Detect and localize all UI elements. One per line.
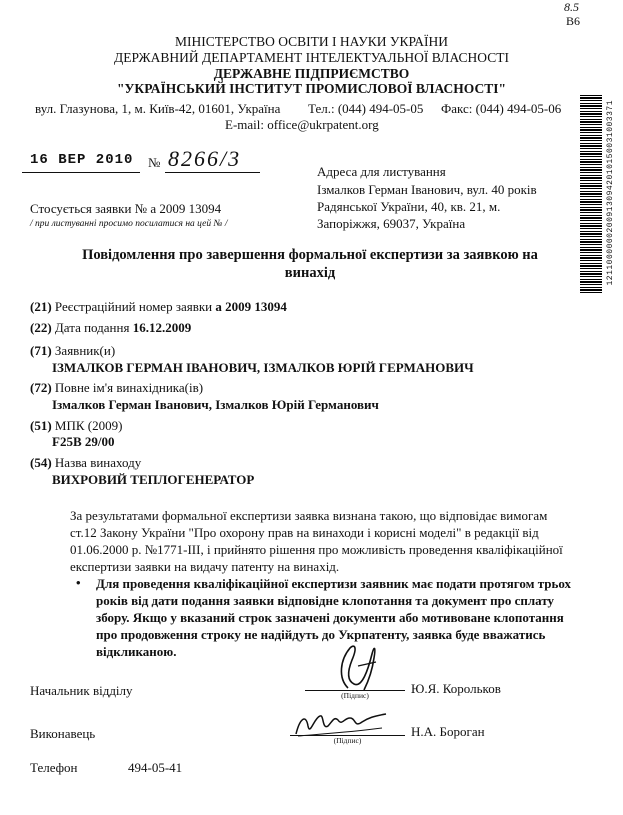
- notice-title-line-1: Повідомлення про завершення формальної експертизи за заявкою на: [82, 247, 538, 263]
- corner-code: B6: [566, 14, 581, 28]
- field-71-label: Заявник(и): [54, 343, 116, 358]
- ministry-line: МІНІСТЕРСТВО ОСВІТИ І НАУКИ УКРАЇНИ: [174, 34, 449, 49]
- field-72-label: Повне ім'я винахідника(ів): [54, 380, 204, 395]
- field-22-code: (22): [30, 320, 52, 335]
- date-stamp: 16 ВЕР 2010: [30, 152, 134, 168]
- telephone: Тел.: (044) 494-05-05: [308, 101, 424, 116]
- head-sign-caption: (Підпис): [341, 691, 369, 700]
- field-22-value: 16.12.2009: [132, 320, 192, 335]
- application-reference: Стосується заявки № а 2009 13094: [30, 201, 222, 216]
- bullet-line-4: про продовження строку не надійдуть до Укрпатенту, заявка буде вважатись: [96, 627, 546, 642]
- head-name: Ю.Я. Корольков: [411, 681, 501, 696]
- field-72-value: Ізмалков Герман Іванович, Ізмалков Юрій Германович: [52, 397, 379, 412]
- bullet-line-2: років від дати подання заявки відповідне клопотання та документ про сплату: [96, 593, 555, 608]
- department-line: ДЕРЖАВНИЙ ДЕПАРТАМЕНТ ІНТЕЛЕКТУАЛЬНОЇ ВЛАСНОСТІ: [114, 50, 509, 65]
- institute-line: "УКРАЇНСЬКИЙ ІНСТИТУТ ПРОМИСЛОВОЇ ВЛАСНОСТІ": [117, 81, 506, 96]
- head-signature: [328, 640, 388, 692]
- number-label: №: [148, 155, 161, 170]
- body-line-2: ст.12 Закону України "Про охорону прав на винаходи і корисні моделі" в редакції від: [70, 525, 539, 540]
- field-51-value: F25B 29/00: [52, 434, 115, 449]
- executor-sign-caption: (Підпис): [333, 736, 362, 745]
- body-line-1: За результатами формальної експертизи заявка визнана такою, що відповідає вимогам: [70, 508, 548, 523]
- barcode: [580, 95, 602, 295]
- field-71: [30, 343, 115, 358]
- enterprise-line: ДЕРЖАВНЕ ПІДПРИЄМСТВО: [213, 66, 410, 81]
- mailing-line-2: Радянської України, 40, кв. 21, м.: [317, 199, 501, 214]
- field-54-code: (54): [30, 455, 52, 470]
- field-54-label: Назва винаходу: [54, 455, 142, 470]
- phone-label: Телефон: [30, 760, 78, 775]
- corner-handwritten-mark: 8.5: [564, 0, 579, 14]
- executor-name: Н.А. Бороган: [411, 724, 485, 739]
- field-21: [30, 299, 287, 314]
- body-line-3: 01.06.2000 р. №1771-ІІІ, і прийнято рішення про можливість проведення кваліфікаційної: [70, 542, 563, 557]
- date-underline: [22, 172, 140, 173]
- executor-label: Виконавець: [30, 726, 96, 741]
- bullet-line-1: Для проведення кваліфікаційної експертизи заявник має подати протягом трьох: [96, 576, 572, 591]
- field-21-code: (21): [30, 299, 52, 314]
- postal-address: вул. Глазунова, 1, м. Київ-42, 01601, Україна: [35, 101, 281, 116]
- notice-title-line-2: винахід: [284, 265, 336, 281]
- field-54-value: ВИХРОВИЙ ТЕПЛОГЕНЕРАТОР: [52, 472, 255, 487]
- email: E-mail: office@ukrpatent.org: [225, 117, 379, 132]
- field-72-code: (72): [30, 380, 52, 395]
- field-22: [30, 320, 191, 335]
- reference-note: / при листуванні просимо посилатися на цей № /: [30, 219, 228, 229]
- field-71-value: ІЗМАЛКОВ ГЕРМАН ІВАНОВИЧ, ІЗМАЛКОВ ЮРІЙ ГЕРМАНОВИЧ: [52, 360, 474, 375]
- handwritten-number: 8266/3: [168, 146, 242, 171]
- phone-value: 494-05-41: [128, 760, 183, 775]
- bullet-icon: •: [76, 575, 81, 590]
- field-51-label: МПК (2009): [54, 418, 123, 433]
- bullet-line-3: збору. Якщо у вказаний строк зазначені документи або мотивоване клопотання: [96, 610, 564, 625]
- mailing-line-1: Ізмалков Герман Іванович, вул. 40 років: [317, 182, 537, 197]
- head-label: Начальник відділу: [30, 683, 133, 698]
- fax: Факс: (044) 494-05-06: [441, 101, 562, 116]
- field-22-label: Дата подання: [54, 320, 130, 335]
- barcode-number: 12110000002009130942010150031003371: [606, 100, 615, 286]
- field-72: [30, 380, 203, 395]
- field-54: [30, 455, 141, 470]
- field-51: [30, 418, 122, 433]
- body-line-4: експертизи заявки на видачу патенту на винахід.: [70, 559, 340, 574]
- bullet-line-5: відкликаною.: [96, 644, 177, 659]
- mailing-title: Адреса для листування: [317, 164, 446, 179]
- field-51-code: (51): [30, 418, 52, 433]
- field-71-code: (71): [30, 343, 52, 358]
- mailing-line-3: Запоріжжя, 69037, Україна: [317, 216, 466, 231]
- field-21-value: а 2009 13094: [215, 299, 287, 314]
- number-underline: [165, 172, 260, 173]
- field-21-label: Реєстраційний номер заявки: [54, 299, 213, 314]
